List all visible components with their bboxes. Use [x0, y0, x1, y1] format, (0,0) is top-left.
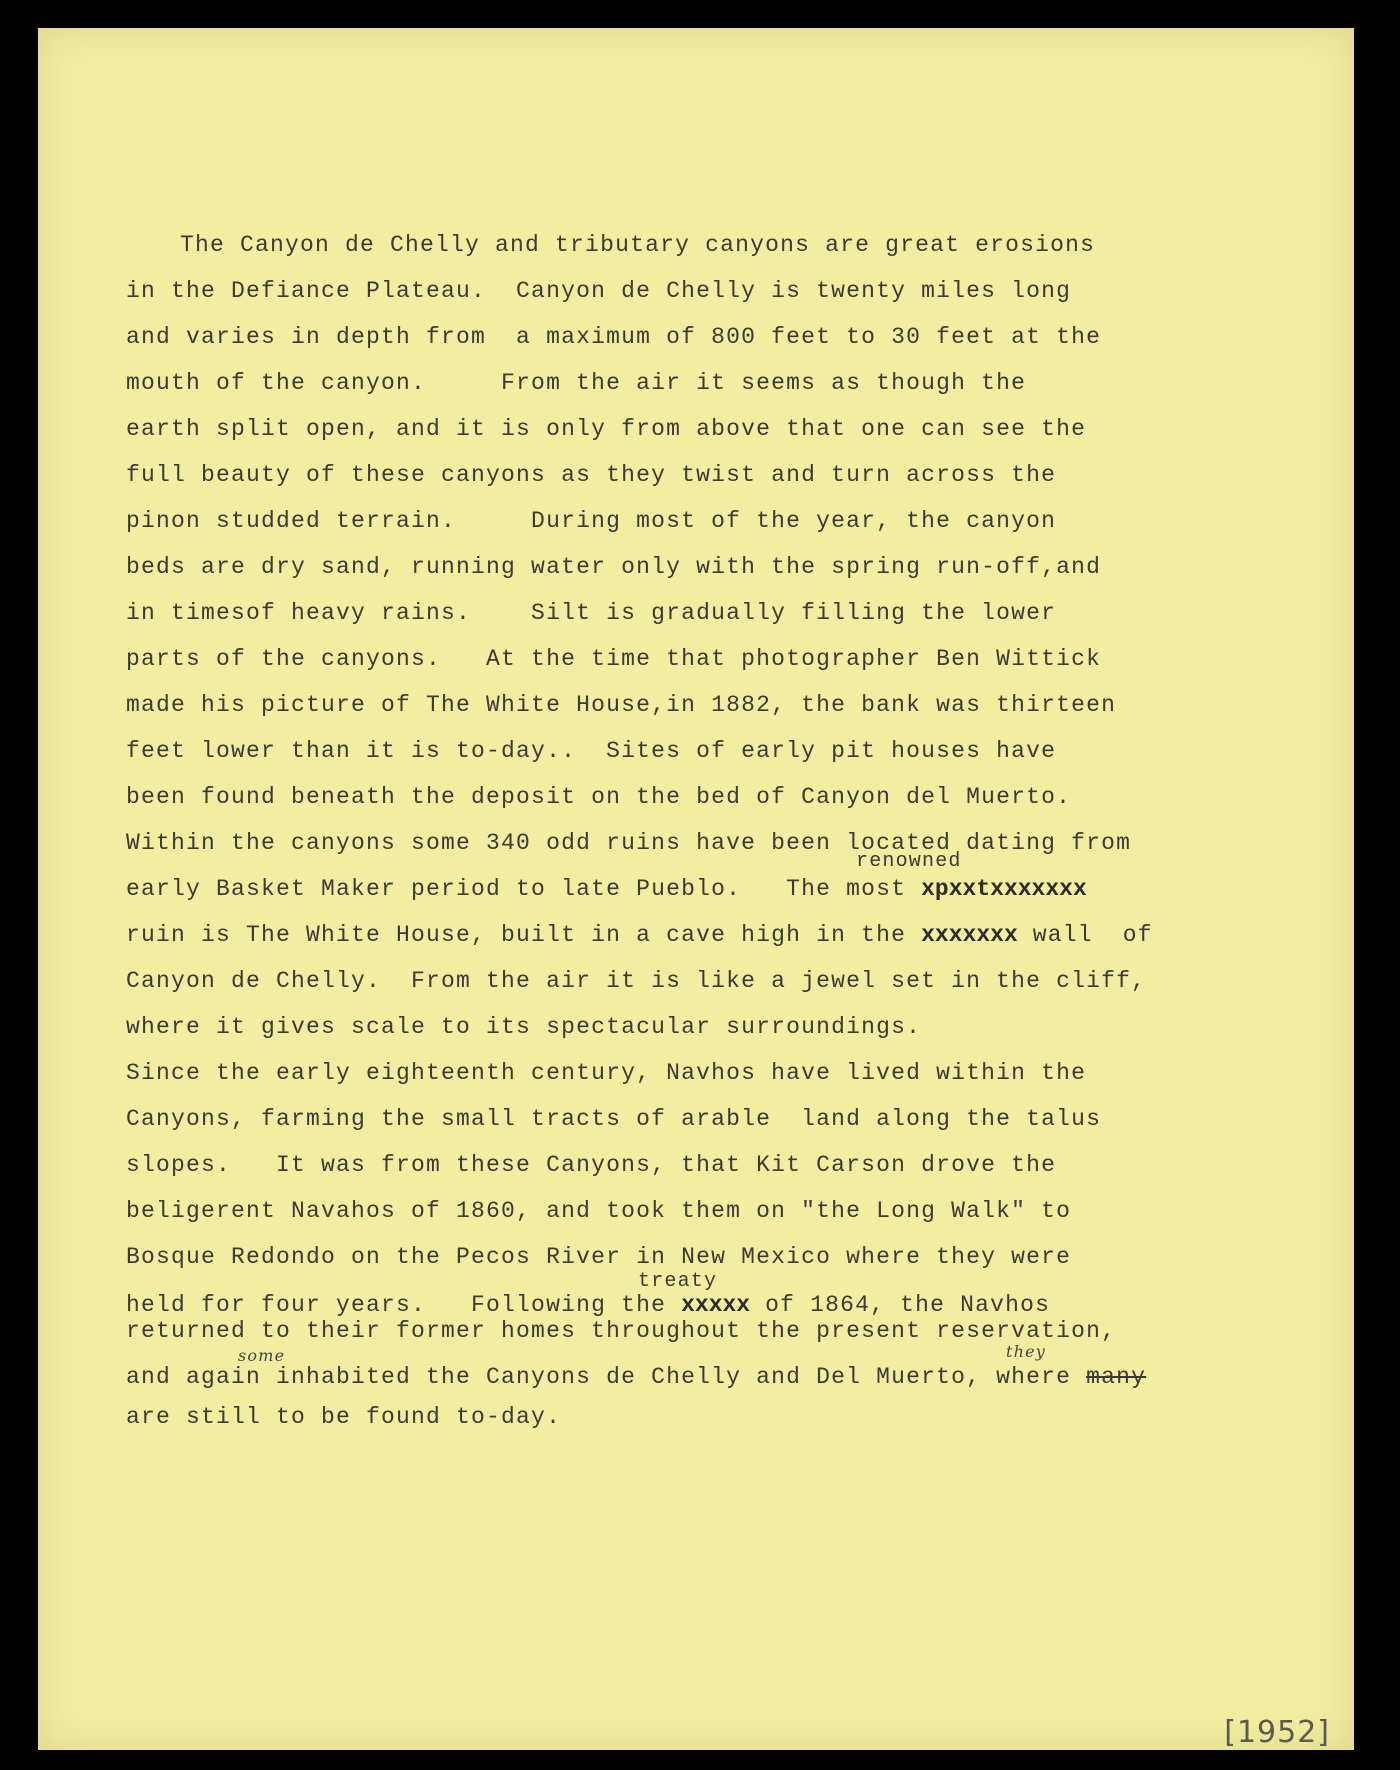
struck-word: many [1086, 1364, 1147, 1390]
text-line: parts of the canyons. At the time that photographer Ben Wittick [126, 646, 1102, 672]
text-span: and again inhabited the Canyons de Chelly and Del Muerto, where [126, 1364, 1087, 1390]
text-line: beds are dry sand, running water only with the spring run-off,and [126, 554, 1102, 580]
text-span: wall of [1017, 922, 1153, 948]
document-page [38, 28, 1354, 1750]
typed-insertion: treaty [638, 1270, 718, 1293]
struck-word: xxxxx [681, 1292, 751, 1318]
text-line: earth split open, and it is only from above that one can see the [126, 416, 1087, 442]
paper-tear [920, 1748, 960, 1770]
text-span: held for four years. Following the [126, 1292, 682, 1318]
text-line [126, 922, 1153, 948]
typed-insertion: renowned [856, 850, 962, 873]
text-line: Canyons, farming the small tracts of arable land along the talus [126, 1106, 1102, 1132]
text-line: pinon studded terrain. During most of the year, the canyon [126, 508, 1057, 534]
archive-date-annotation: [1952] [1224, 1715, 1330, 1750]
text-line: full beauty of these canyons as they twist and turn across the [126, 462, 1057, 488]
struck-word: xpxxtxxxxxxx [921, 876, 1087, 902]
text-span: early Basket Maker period to late Pueblo. The most [126, 876, 922, 902]
text-line [126, 1292, 1050, 1318]
struck-word: xxxxxxx [921, 922, 1018, 948]
typescript-body [38, 28, 1354, 1750]
text-line: made his picture of The White House,in 1882, the bank was thirteen [126, 692, 1117, 718]
text-line: Canyon de Chelly. From the air it is like a jewel set in the cliff, [126, 968, 1147, 994]
handwritten-insertion: they [1006, 1342, 1047, 1361]
text-line: and varies in depth from a maximum of 800 feet to 30 feet at the [126, 324, 1102, 350]
text-span: ruin is The White House, built in a cave high in the [126, 922, 922, 948]
text-span: of 1864, the Navhos [750, 1292, 1051, 1318]
text-line [126, 1364, 1146, 1390]
text-line: beligerent Navahos of 1860, and took them on "the Long Walk" to [126, 1198, 1072, 1224]
text-line: been found beneath the deposit on the bed of Canyon del Muerto. [126, 784, 1072, 810]
text-line: slopes. It was from these Canyons, that Kit Carson drove the [126, 1152, 1057, 1178]
text-line: where it gives scale to its spectacular surroundings. [126, 1014, 922, 1040]
text-line: mouth of the canyon. From the air it seems as though the [126, 370, 1027, 396]
text-line: Bosque Redondo on the Pecos River in New Mexico where they were [126, 1244, 1072, 1270]
text-line [126, 876, 1087, 902]
text-line: returned to their former homes throughout the present reservation, [126, 1318, 1117, 1344]
text-line: Within the canyons some 340 odd ruins have been located dating from [126, 830, 1132, 856]
text-line: The Canyon de Chelly and tributary canyons are great erosions [180, 232, 1096, 258]
text-line: in timesof heavy rains. Silt is gradually filling the lower [126, 600, 1057, 626]
text-line: Since the early eighteenth century, Navhos have lived within the [126, 1060, 1087, 1086]
text-line: in the Defiance Plateau. Canyon de Chelly is twenty miles long [126, 278, 1072, 304]
text-line: feet lower than it is to-day.. Sites of early pit houses have [126, 738, 1057, 764]
text-line: are still to be found to-day. [126, 1404, 562, 1430]
handwritten-insertion: some [238, 1346, 286, 1365]
